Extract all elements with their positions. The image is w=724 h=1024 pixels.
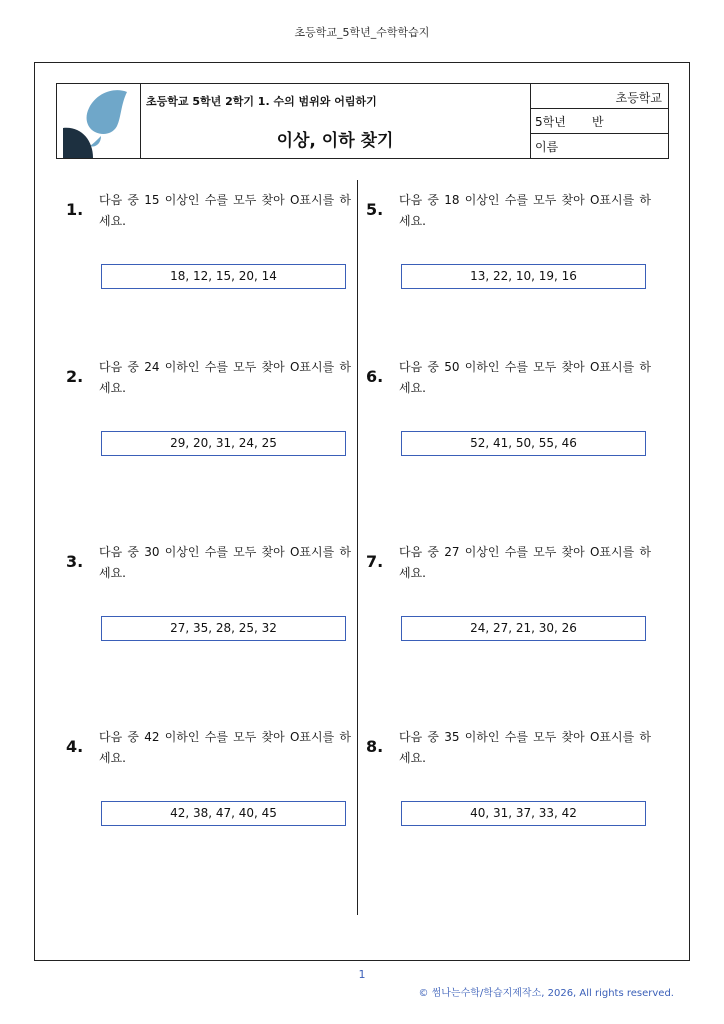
- problem-number: 2.: [66, 367, 84, 386]
- problem-number: 8.: [366, 737, 384, 756]
- page-number: 1: [358, 968, 366, 981]
- problem-number: 7.: [366, 552, 384, 571]
- number-box[interactable]: 29, 20, 31, 24, 25: [101, 431, 346, 456]
- grade-class-field[interactable]: [530, 109, 668, 134]
- worksheet-header: [56, 83, 669, 159]
- worksheet-subtitle: 초등학교 5학년 2학기 1. 수의 범위와 어림하기: [146, 95, 377, 108]
- class-label: 반: [592, 115, 604, 129]
- page-header: 초등학교_5학년_수학학습지: [294, 26, 430, 39]
- problem-6: [366, 357, 656, 517]
- number-box[interactable]: 18, 12, 15, 20, 14: [101, 264, 346, 289]
- problem-number: 4.: [66, 737, 84, 756]
- problem-text: 다음 중 35 이하인 수를 모두 찾아 O표시를 하세요.: [399, 730, 651, 765]
- number-box[interactable]: 52, 41, 50, 55, 46: [401, 431, 646, 456]
- number-box[interactable]: 13, 22, 10, 19, 16: [401, 264, 646, 289]
- number-box[interactable]: 24, 27, 21, 30, 26: [401, 616, 646, 641]
- worksheet-title: 이상, 이하 찾기: [276, 131, 394, 151]
- problem-text: 다음 중 30 이상인 수를 모두 찾아 O표시를 하세요.: [99, 545, 351, 580]
- problem-4: [66, 727, 356, 887]
- name-field[interactable]: [530, 134, 668, 158]
- problem-number: 6.: [366, 367, 384, 386]
- problem-text: 다음 중 24 이하인 수를 모두 찾아 O표시를 하세요.: [99, 360, 351, 395]
- number-box[interactable]: 40, 31, 37, 33, 42: [401, 801, 646, 826]
- number-box[interactable]: 27, 35, 28, 25, 32: [101, 616, 346, 641]
- student-info: [530, 84, 668, 158]
- problem-text: 다음 중 50 이하인 수를 모두 찾아 O표시를 하세요.: [399, 360, 651, 395]
- problem-number: 3.: [66, 552, 84, 571]
- school-label: 초등학교: [615, 91, 662, 105]
- problem-text: 다음 중 15 이상인 수를 모두 찾아 O표시를 하세요.: [99, 193, 351, 228]
- problem-number: 1.: [66, 200, 84, 219]
- problem-8: [366, 727, 656, 887]
- problem-2: [66, 357, 356, 517]
- problem-5: [366, 190, 656, 350]
- problem-3: [66, 542, 356, 702]
- logo-drop-icon: [57, 84, 140, 158]
- problem-text: 다음 중 27 이상인 수를 모두 찾아 O표시를 하세요.: [399, 545, 651, 580]
- problem-1: [66, 190, 356, 350]
- problem-number: 5.: [366, 200, 384, 219]
- column-divider: [357, 180, 358, 915]
- copyright-notice: © 썸나는수학/학습지제작소, 2026, All rights reserved.: [418, 988, 674, 999]
- problem-text: 다음 중 42 이하인 수를 모두 찾아 O표시를 하세요.: [99, 730, 351, 765]
- problem-7: [366, 542, 656, 702]
- problem-text: 다음 중 18 이상인 수를 모두 찾아 O표시를 하세요.: [399, 193, 651, 228]
- school-field[interactable]: [530, 84, 668, 109]
- title-cell: [140, 84, 531, 158]
- logo: [57, 84, 141, 158]
- number-box[interactable]: 42, 38, 47, 40, 45: [101, 801, 346, 826]
- grade-label: 5학년: [535, 115, 566, 129]
- name-label: 이름: [535, 140, 559, 154]
